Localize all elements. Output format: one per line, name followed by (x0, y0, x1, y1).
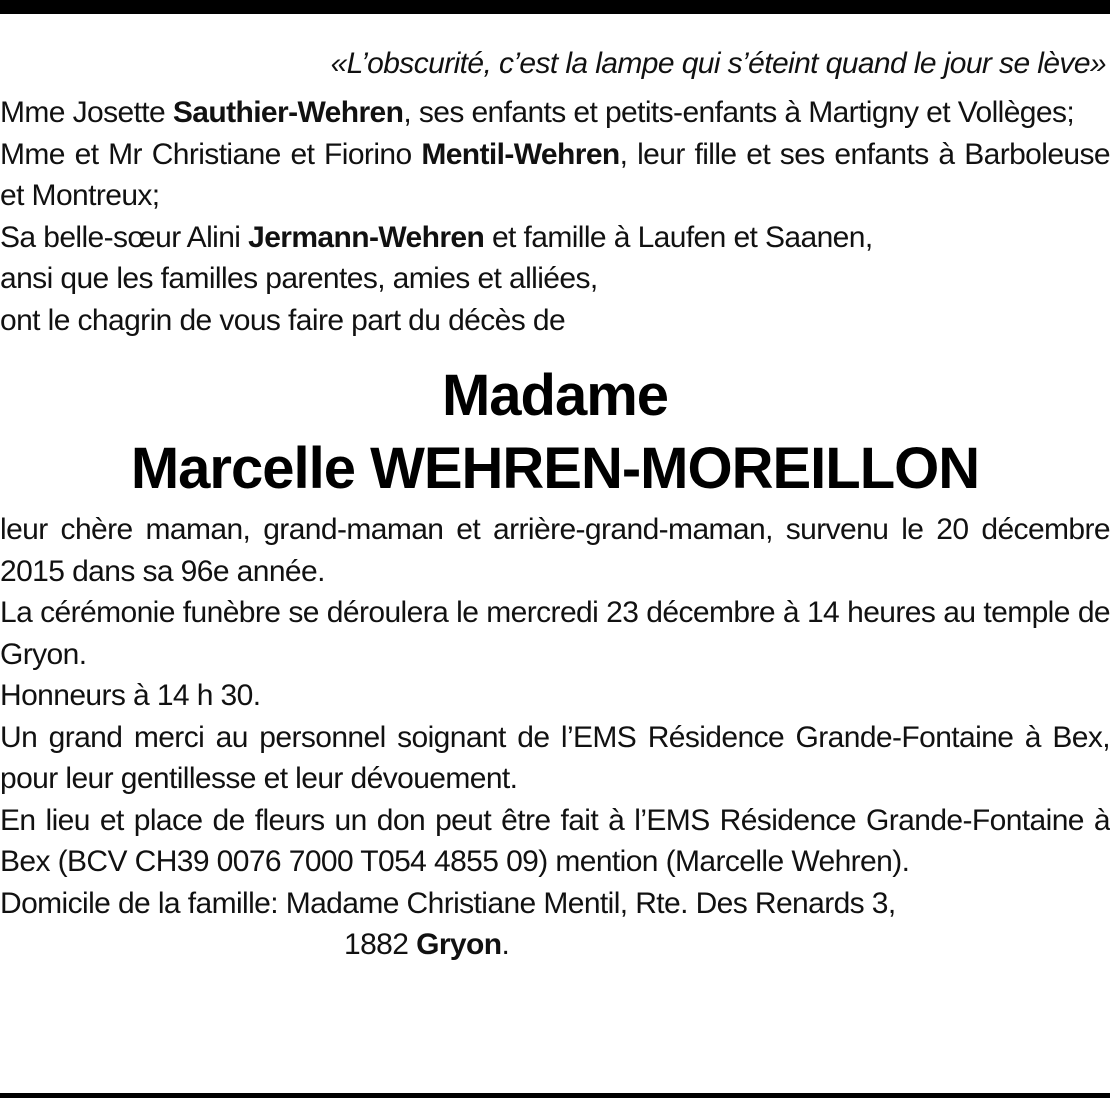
family-line-1-pre: Mme Josette (0, 96, 173, 129)
detail-ceremony: La cérémonie funèbre se déroulera le mercredi 23 décembre à 14 heures au temple de Gryon. (0, 596, 1110, 671)
family-line-3 (0, 217, 1110, 259)
domicile-end: . (501, 928, 510, 961)
deceased-name: Marcelle WEHREN-MOREILLON (130, 436, 980, 501)
family-line-2 (0, 134, 1110, 217)
family-line-3-post: et famille à Laufen et Saanen, (484, 220, 873, 254)
detail-passing: leur chère maman, grand-maman et arrière-grand-maman, survenu le 20 décembre 2015 dans sa 96e année. (0, 513, 1110, 588)
detail-thanks: Un grand merci au personnel soignant de l’EMS Résidence Grande-Fontaine à Bex, pour leur gentillesse et leur dévouement. (0, 720, 1110, 795)
domicile-town: Gryon (416, 928, 502, 961)
family-line-1-name: Sauthier-Wehren (172, 96, 404, 129)
family-line-3-name: Jermann-Wehren (248, 220, 485, 254)
deceased-title: Madame (441, 363, 669, 428)
family-tail-2: ont le chagrin de vous faire part du décès de (0, 303, 566, 337)
family-line-1-post: , ses enfants et petits-enfants à Martigny et Vollèges; (403, 96, 1075, 129)
domicile-postcode: 1882 (344, 928, 417, 961)
family-line-2-pre: Mme et Mr Christiane et Fiorino (0, 137, 422, 171)
family-line-2-name: Mentil-Wehren (421, 137, 620, 171)
family-tail-1: ansi que les familles parentes, amies et alliées, (0, 262, 598, 295)
domicile-line-1: Domicile de la famille: Madame Christiane Mentil, Rte. Des Renards 3, (0, 886, 896, 920)
deceased-name-block (0, 359, 1110, 505)
domicile-line-2 (0, 924, 1110, 966)
family-line-3-pre: Sa belle-sœur Alini (0, 220, 249, 254)
obituary-notice (0, 38, 1110, 966)
epigraph-quote: «L’obscurité, c’est la lampe qui s’éteint quand le jour se lève» (330, 47, 1106, 80)
family-line-1 (0, 92, 1110, 134)
top-rule (0, 0, 1110, 14)
bottom-rule (0, 1093, 1110, 1098)
detail-donation: En lieu et place de fleurs un don peut être fait à l’EMS Résidence Grande-Fontaine à Bex (BCV CH39 0076 7000 T054 4855 09) mention (Marcelle Wehren). (0, 803, 1110, 878)
detail-honours: Honneurs à 14 h 30. (0, 679, 261, 712)
family-line-2-post: , leur fille et ses enfants à Barboleuse et Montreux; (0, 137, 1110, 212)
